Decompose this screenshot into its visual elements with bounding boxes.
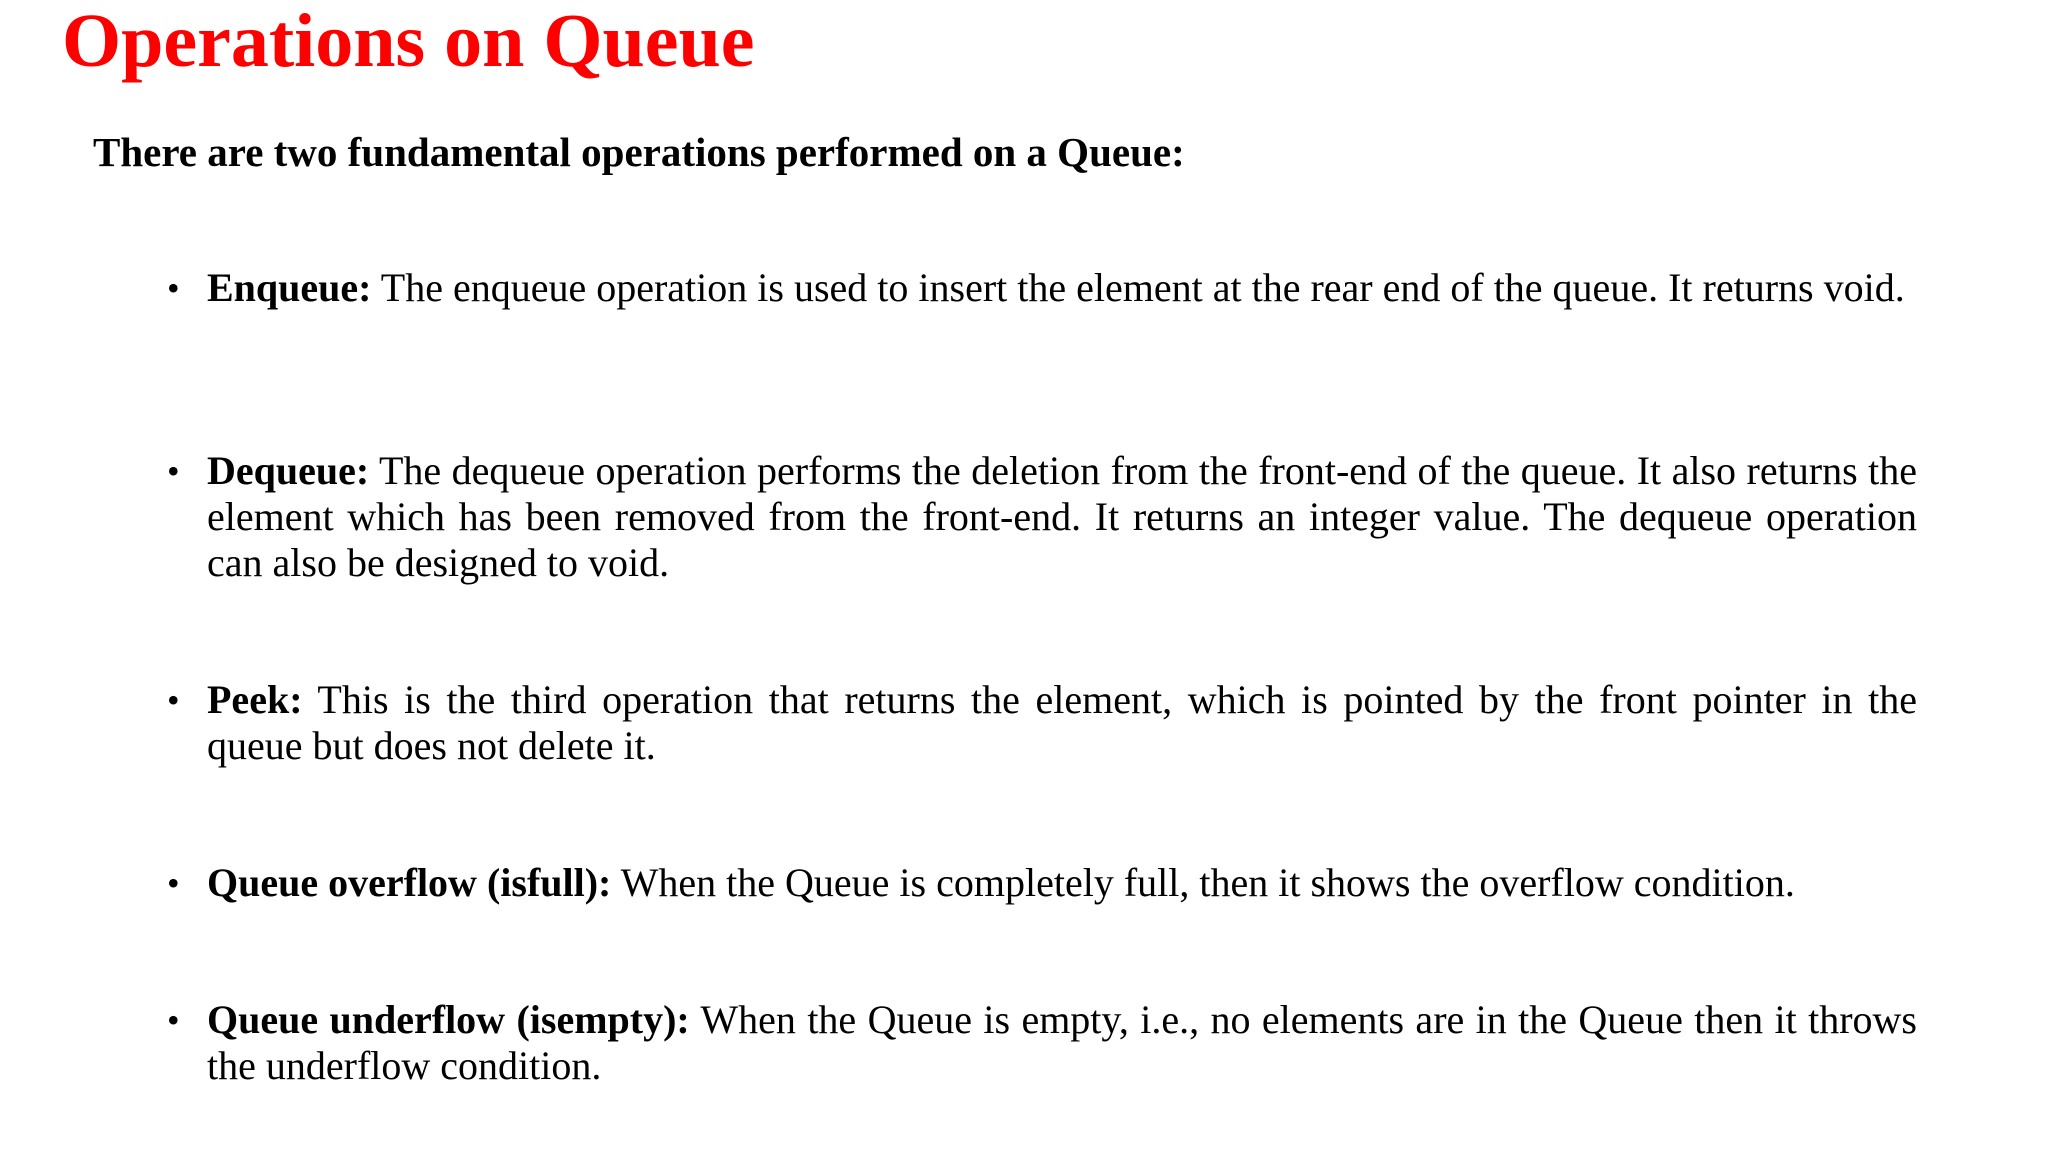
list-item-queue-underflow [167, 997, 1917, 1089]
operation-term: Queue underflow (isempty): [207, 997, 690, 1042]
bullet-icon: • [167, 680, 180, 720]
intro-text: There are two fundamental operations performed on a Queue: [93, 129, 1185, 175]
list-item-enqueue [167, 265, 1917, 311]
operation-description: The enqueue operation is used to insert the element at the rear end of the queue. It returns void. [380, 265, 1905, 310]
list-item-peek [167, 677, 1918, 769]
slide-title: Operations on Queue [62, 0, 755, 83]
bullet-icon: • [167, 1000, 180, 1040]
bullet-icon: • [167, 268, 180, 308]
list-item-queue-overflow [167, 860, 1917, 906]
operation-term: Enqueue: [207, 265, 372, 310]
operation-description: The dequeue operation performs the deletion from the front-end of the queue. It also returns the element which has been removed from the front-end. It returns an integer value. The dequeue operation can also be designed to void. [207, 448, 1917, 585]
list-item-dequeue [167, 448, 1917, 586]
bullet-icon: • [167, 863, 180, 903]
operation-description: When the Queue is empty, i.e., no elements are in the Queue then it throws the underflow condition. [207, 997, 1917, 1088]
bullet-icon: • [167, 451, 180, 491]
operation-description: When the Queue is completely full, then it shows the overflow condition. [620, 860, 1795, 905]
operation-term: Dequeue: [207, 448, 370, 493]
operation-term: Queue overflow (isfull): [207, 860, 612, 905]
operation-description: This is the third operation that returns the element, which is pointed by the front pointer in the queue but does not delete it. [207, 677, 1918, 768]
operation-term: Peek: [207, 677, 303, 722]
